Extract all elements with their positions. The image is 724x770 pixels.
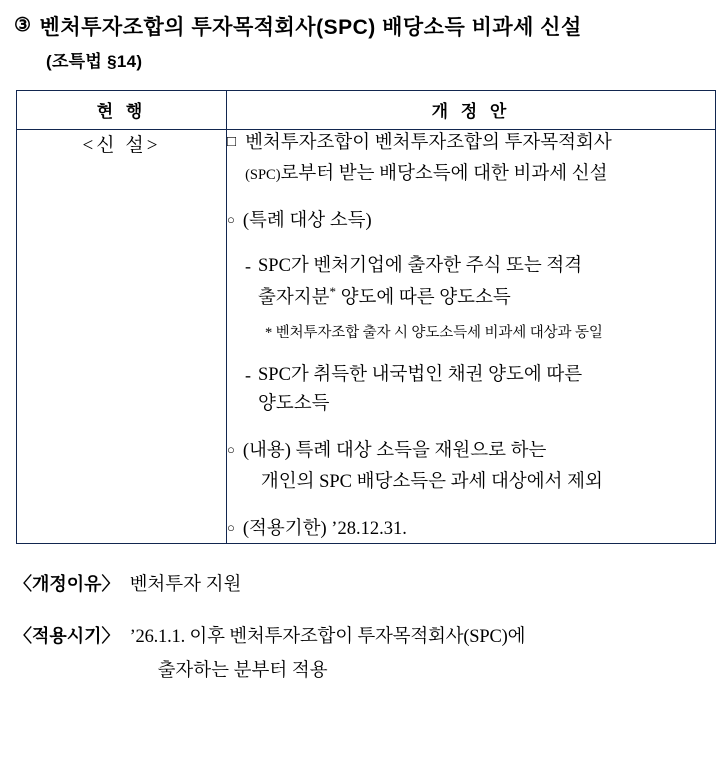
spc-abbrev: (SPC) (245, 167, 281, 184)
heading-text: 벤처투자조합의 투자목적회사(SPC) 배당소득 비과세 신설 (39, 16, 582, 39)
heading-number: ③ (14, 15, 32, 36)
revised-subitem-1-line2-a: 출자지분 (258, 287, 330, 308)
square-bullet-icon: □ (227, 134, 237, 151)
revised-main-line2-rest: 로부터 받는 배당소득에 대한 비과세 신설 (280, 164, 608, 185)
revised-item-scope (227, 208, 715, 235)
revised-subitem-2 (227, 362, 715, 419)
effective-date-text (130, 622, 526, 682)
reason-label: 〈개정이유〉 (14, 573, 120, 594)
footnote-marker: * (329, 283, 336, 299)
cell-revised-content (227, 130, 716, 543)
revised-item-content-text (243, 438, 715, 496)
effective-date-line2: 출자하는 분부터 적용 (157, 660, 328, 681)
revised-subitem-2-text (258, 362, 715, 419)
circle-bullet-icon: ○ (227, 442, 235, 458)
effective-date-line1: ’26.1.1. 이후 벤처투자조합이 투자목적회사(SPC)에 (129, 626, 526, 647)
revised-item-content (227, 438, 715, 496)
revised-main-clause-text (245, 130, 715, 188)
revised-subitem-1-line1: SPC가 벤처기업에 출자한 주식 또는 적격 (258, 255, 583, 276)
cell-current-content: <신 설> (17, 130, 227, 543)
footnote-text: * 벤처투자조합 출자 시 양도소득세 비과세 대상과 동일 (265, 324, 603, 341)
revised-subitem-2-line2: 양도소득 (258, 394, 330, 415)
table-header-row (17, 91, 716, 130)
reason-text: 벤처투자 지원 (129, 574, 242, 595)
revised-main-line1: 벤처투자조합이 벤처투자조합의 투자목적회사 (245, 133, 612, 154)
dash-bullet-icon: - (245, 255, 251, 276)
page-title (14, 14, 712, 41)
reason-section (14, 570, 712, 596)
revised-main-line2 (245, 161, 715, 188)
dash-bullet-icon: - (245, 364, 251, 385)
revised-subitem-1-line2 (258, 283, 715, 312)
revised-main-clause (227, 130, 715, 188)
revised-item-deadline-text: (적용기한) ’28.12.31. (242, 518, 407, 539)
circle-bullet-icon: ○ (227, 211, 235, 227)
comparison-table (16, 90, 716, 543)
heading-subtitle: (조특법 §14) (46, 52, 143, 72)
revised-subitem-1 (227, 253, 715, 312)
column-header-current: 현 행 (17, 91, 227, 130)
effective-date-label: 〈적용시기〉 (14, 625, 120, 646)
column-header-revised: 개 정 안 (227, 91, 716, 130)
table-row (17, 130, 716, 543)
revised-item-scope-text: (특례 대상 소득) (242, 210, 372, 231)
revised-subitem-1-line2-b: 양도에 따른 양도소득 (335, 287, 511, 308)
revised-subitem-2-line1: SPC가 취득한 내국법인 채권 양도에 따른 (258, 364, 583, 385)
revised-item-content-line1: (내용) 특례 대상 소득을 재원으로 하는 (242, 441, 547, 462)
effective-date-section (14, 622, 712, 682)
circle-bullet-icon: ○ (227, 519, 235, 535)
revised-item-content-line2: 개인의 SPC 배당소득은 과세 대상에서 제외 (260, 471, 603, 492)
revised-item-deadline (227, 516, 715, 543)
revised-subitem-1-text (258, 253, 715, 312)
